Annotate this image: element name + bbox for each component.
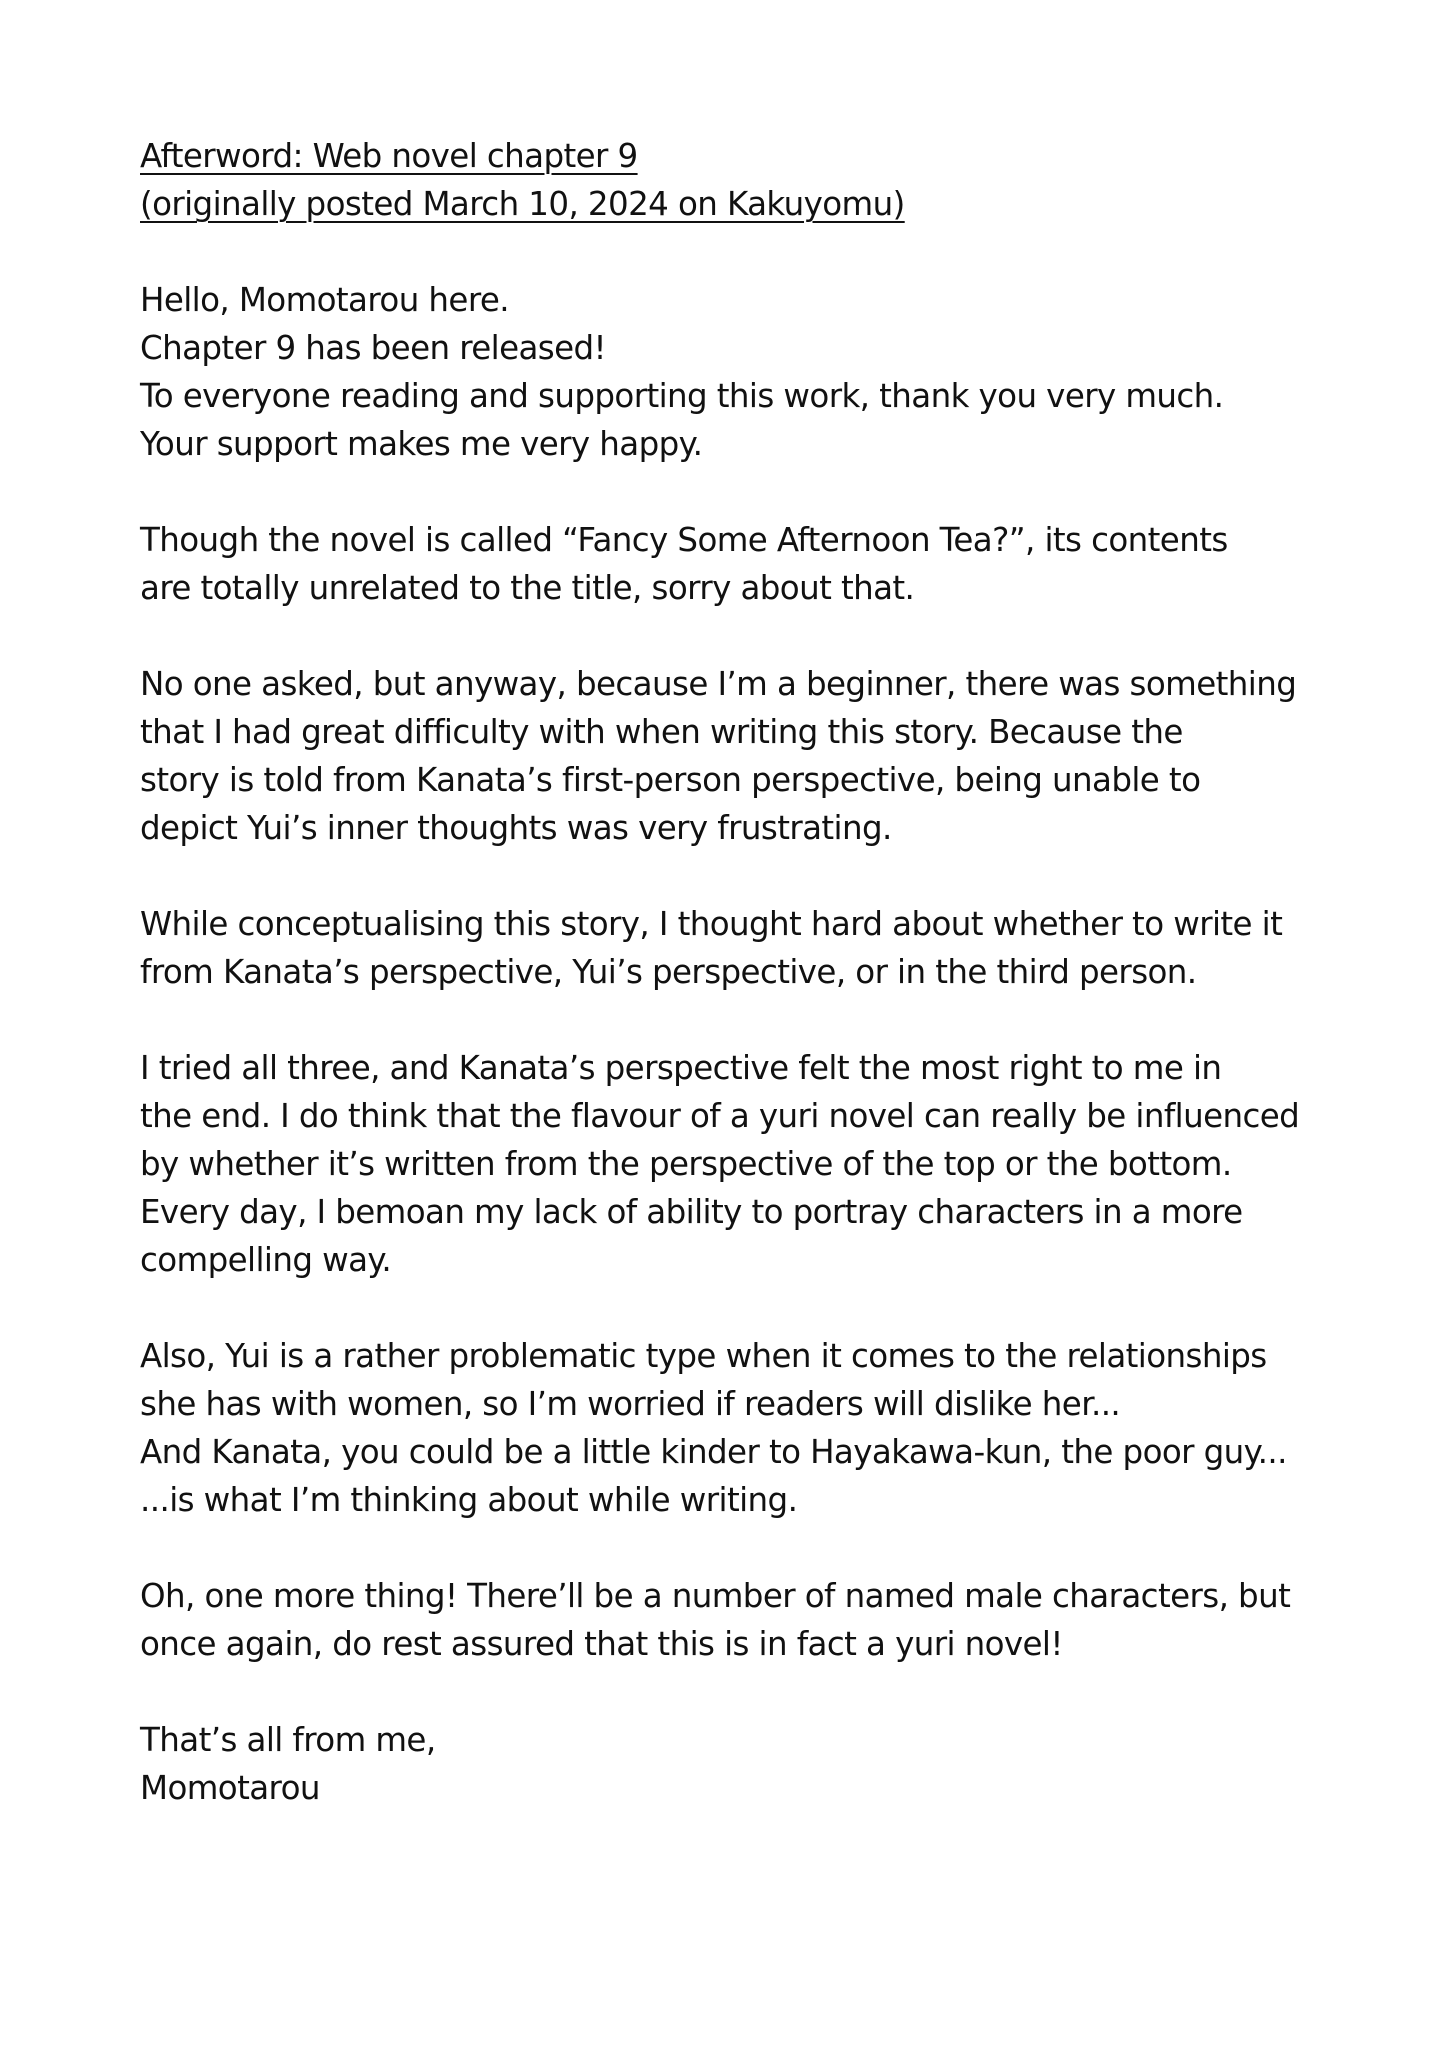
paragraph-greeting: [140, 276, 1370, 468]
paragraph-line: Though the novel is called “Fancy Some Afternoon Tea?”, its contents: [140, 521, 1228, 559]
paragraph-line: Oh, one more thing! There’ll be a number of named male characters, but: [140, 1577, 1291, 1615]
paragraph-signoff: [140, 1716, 1370, 1812]
paragraph-line: No one asked, but anyway, because I’m a beginner, there was something: [140, 665, 1297, 703]
paragraph-line: the end. I do think that the flavour of a yuri novel can really be influenced: [140, 1097, 1300, 1135]
paragraph-line: are totally unrelated to the title, sorry about that.: [140, 569, 915, 607]
paragraph-characters: [140, 1332, 1370, 1524]
paragraph-line: that I had great difficulty with when writing this story. Because the: [140, 713, 1183, 751]
heading-subtitle: (originally posted March 10, 2024 on Kakuyomu): [140, 185, 905, 223]
heading-title: Afterword: Web novel chapter 9: [140, 137, 638, 175]
paragraph-line: compelling way.: [140, 1241, 392, 1279]
paragraph-line: ...is what I’m thinking about while writing.: [140, 1481, 798, 1519]
paragraph-line: by whether it’s written from the perspective of the top or the bottom.: [140, 1145, 1232, 1183]
paragraph-line: story is told from Kanata’s first-person perspective, being unable to: [140, 761, 1201, 799]
afterword-heading: [140, 132, 1370, 228]
paragraph-line: Chapter 9 has been released!: [140, 329, 606, 367]
afterword-content: [140, 132, 1370, 1812]
paragraph-line: she has with women, so I’m worried if readers will dislike her...: [140, 1385, 1121, 1423]
paragraph-line: Also, Yui is a rather problematic type when it comes to the relationships: [140, 1337, 1267, 1375]
paragraph-perspective: [140, 900, 1370, 996]
paragraph-line: I tried all three, and Kanata’s perspective felt the most right to me in: [140, 1049, 1222, 1087]
paragraph-line: And Kanata, you could be a little kinder to Hayakawa-kun, the poor guy...: [140, 1433, 1287, 1471]
paragraph-choice: [140, 1044, 1370, 1284]
paragraph-line: Every day, I bemoan my lack of ability to portray characters in a more: [140, 1193, 1243, 1231]
paragraph-difficulty: [140, 660, 1370, 852]
paragraph-line: depict Yui’s inner thoughts was very frustrating.: [140, 809, 892, 847]
paragraph-line: While conceptualising this story, I thought hard about whether to write it: [140, 905, 1283, 943]
paragraph-line: Hello, Momotarou here.: [140, 281, 509, 319]
paragraph-one-more-thing: [140, 1572, 1370, 1668]
paragraph-title-note: [140, 516, 1370, 612]
signoff-line: That’s all from me,: [140, 1721, 436, 1759]
paragraph-line: Your support makes me very happy.: [140, 425, 703, 463]
author-signature: Momotarou: [140, 1769, 320, 1807]
paragraph-line: once again, do rest assured that this is in fact a yuri novel!: [140, 1625, 1063, 1663]
paragraph-line: from Kanata’s perspective, Yui’s perspective, or in the third person.: [140, 953, 1197, 991]
paragraph-line: To everyone reading and supporting this work, thank you very much.: [140, 377, 1224, 415]
